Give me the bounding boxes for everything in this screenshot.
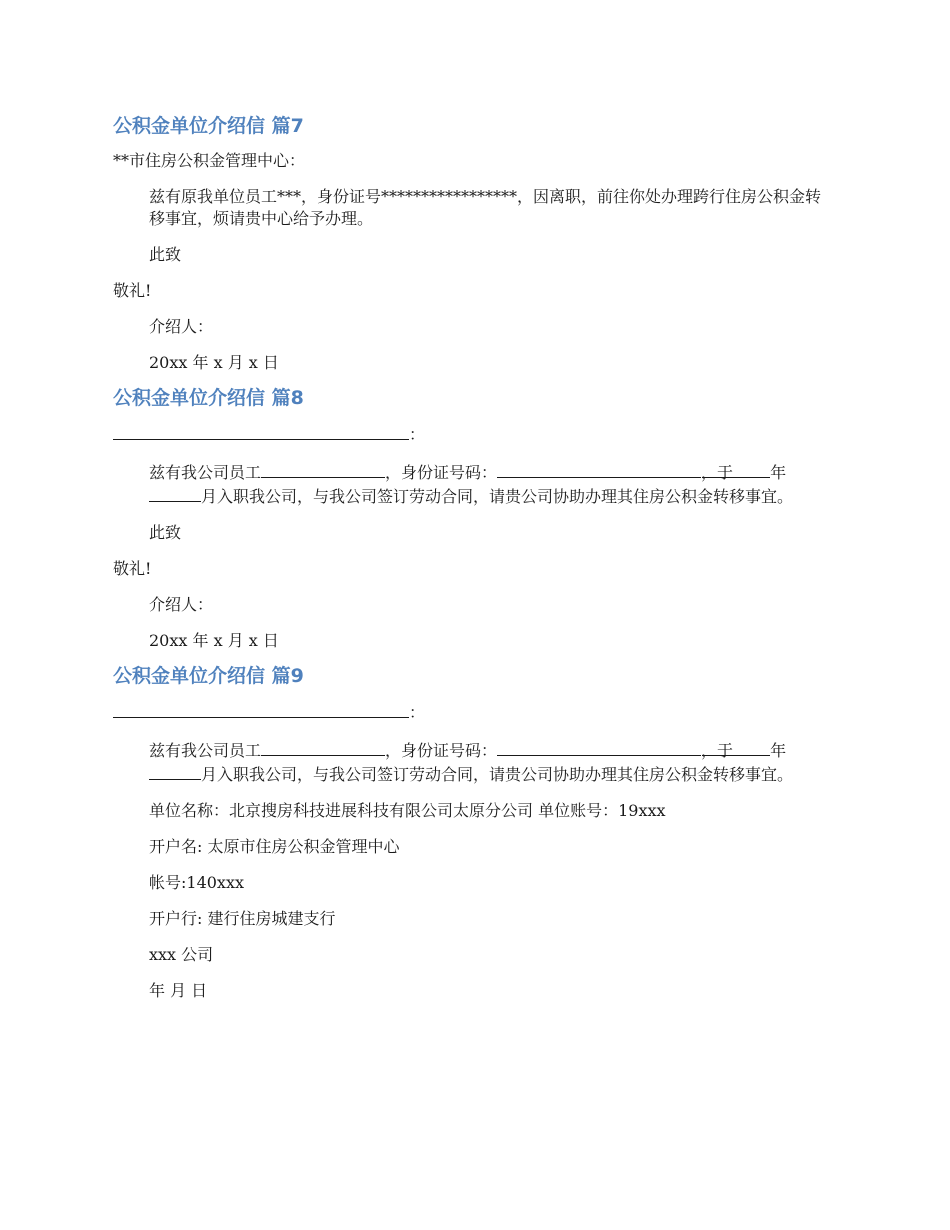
year-blank: [702, 738, 770, 756]
salutation-colon: ：: [409, 425, 426, 444]
date-8: 20xx 年 x 月 x 日: [149, 631, 279, 650]
section-heading-7: 公积金单位介绍信 篇7: [113, 115, 304, 137]
body-text: 兹有我公司员工: [149, 741, 262, 760]
date-7: 20xx 年 x 月 x 日: [149, 353, 279, 372]
body-9: [113, 738, 833, 786]
introducer-8: 介绍人：: [149, 595, 214, 614]
salutation-7: **市住房公积金管理中心：: [113, 151, 306, 170]
id-number-blank: [497, 460, 701, 478]
body-text: ，身份证号码：: [385, 463, 498, 482]
id-number-blank: [497, 738, 701, 756]
document-page: [113, 112, 833, 1002]
recipient-blank: [113, 422, 409, 440]
recipient-blank: [113, 700, 409, 718]
body-text: ，身份证号码：: [385, 741, 498, 760]
unit-name-line: 单位名称：北京搜房科技进展科技有限公司太原分公司 单位账号：19xxx: [149, 801, 666, 820]
body-text: 月入职我公司，与我公司签订劳动合同，请贵公司协助办理其住房公积金转移事宜。: [201, 487, 794, 506]
employee-name-blank: [261, 738, 385, 756]
year-blank: [702, 460, 770, 478]
salutation-9: [113, 700, 833, 724]
body-text: 年: [770, 463, 787, 482]
section-heading-9: 公积金单位介绍信 篇9: [113, 665, 304, 687]
body-text: 兹有我公司员工: [149, 463, 262, 482]
employee-name-blank: [261, 460, 385, 478]
account-number-line: 帐号:140xxx: [149, 873, 245, 892]
bank-line: 开户行: 建行住房城建支行: [149, 909, 336, 928]
month-blank: [149, 762, 201, 780]
introducer-7: 介绍人：: [149, 317, 214, 336]
regards-7: 敬礼!: [113, 281, 152, 300]
month-blank: [149, 484, 201, 502]
account-name-line: 开户名: 太原市住房公积金管理中心: [149, 837, 400, 856]
closing-7: 此致: [149, 245, 182, 264]
regards-8: 敬礼!: [113, 559, 152, 578]
section-heading-8: 公积金单位介绍信 篇8: [113, 387, 304, 409]
company-line: xxx 公司: [149, 945, 214, 964]
body-text: ，于: [701, 741, 734, 760]
salutation-colon: ：: [409, 703, 426, 722]
date-9: 年 月 日: [149, 981, 208, 1000]
body-text: 年: [770, 741, 787, 760]
body-text: ，于: [701, 463, 734, 482]
body-7: 兹有原我单位员工***，身份证号*****************，因离职，前往你处办理跨行住房公积金转移事宜，烦请贵中心给予办理。: [149, 187, 822, 228]
salutation-8: [113, 422, 833, 446]
body-8: [113, 460, 833, 508]
body-text: 月入职我公司，与我公司签订劳动合同，请贵公司协助办理其住房公积金转移事宜。: [201, 765, 794, 784]
closing-8: 此致: [149, 523, 182, 542]
